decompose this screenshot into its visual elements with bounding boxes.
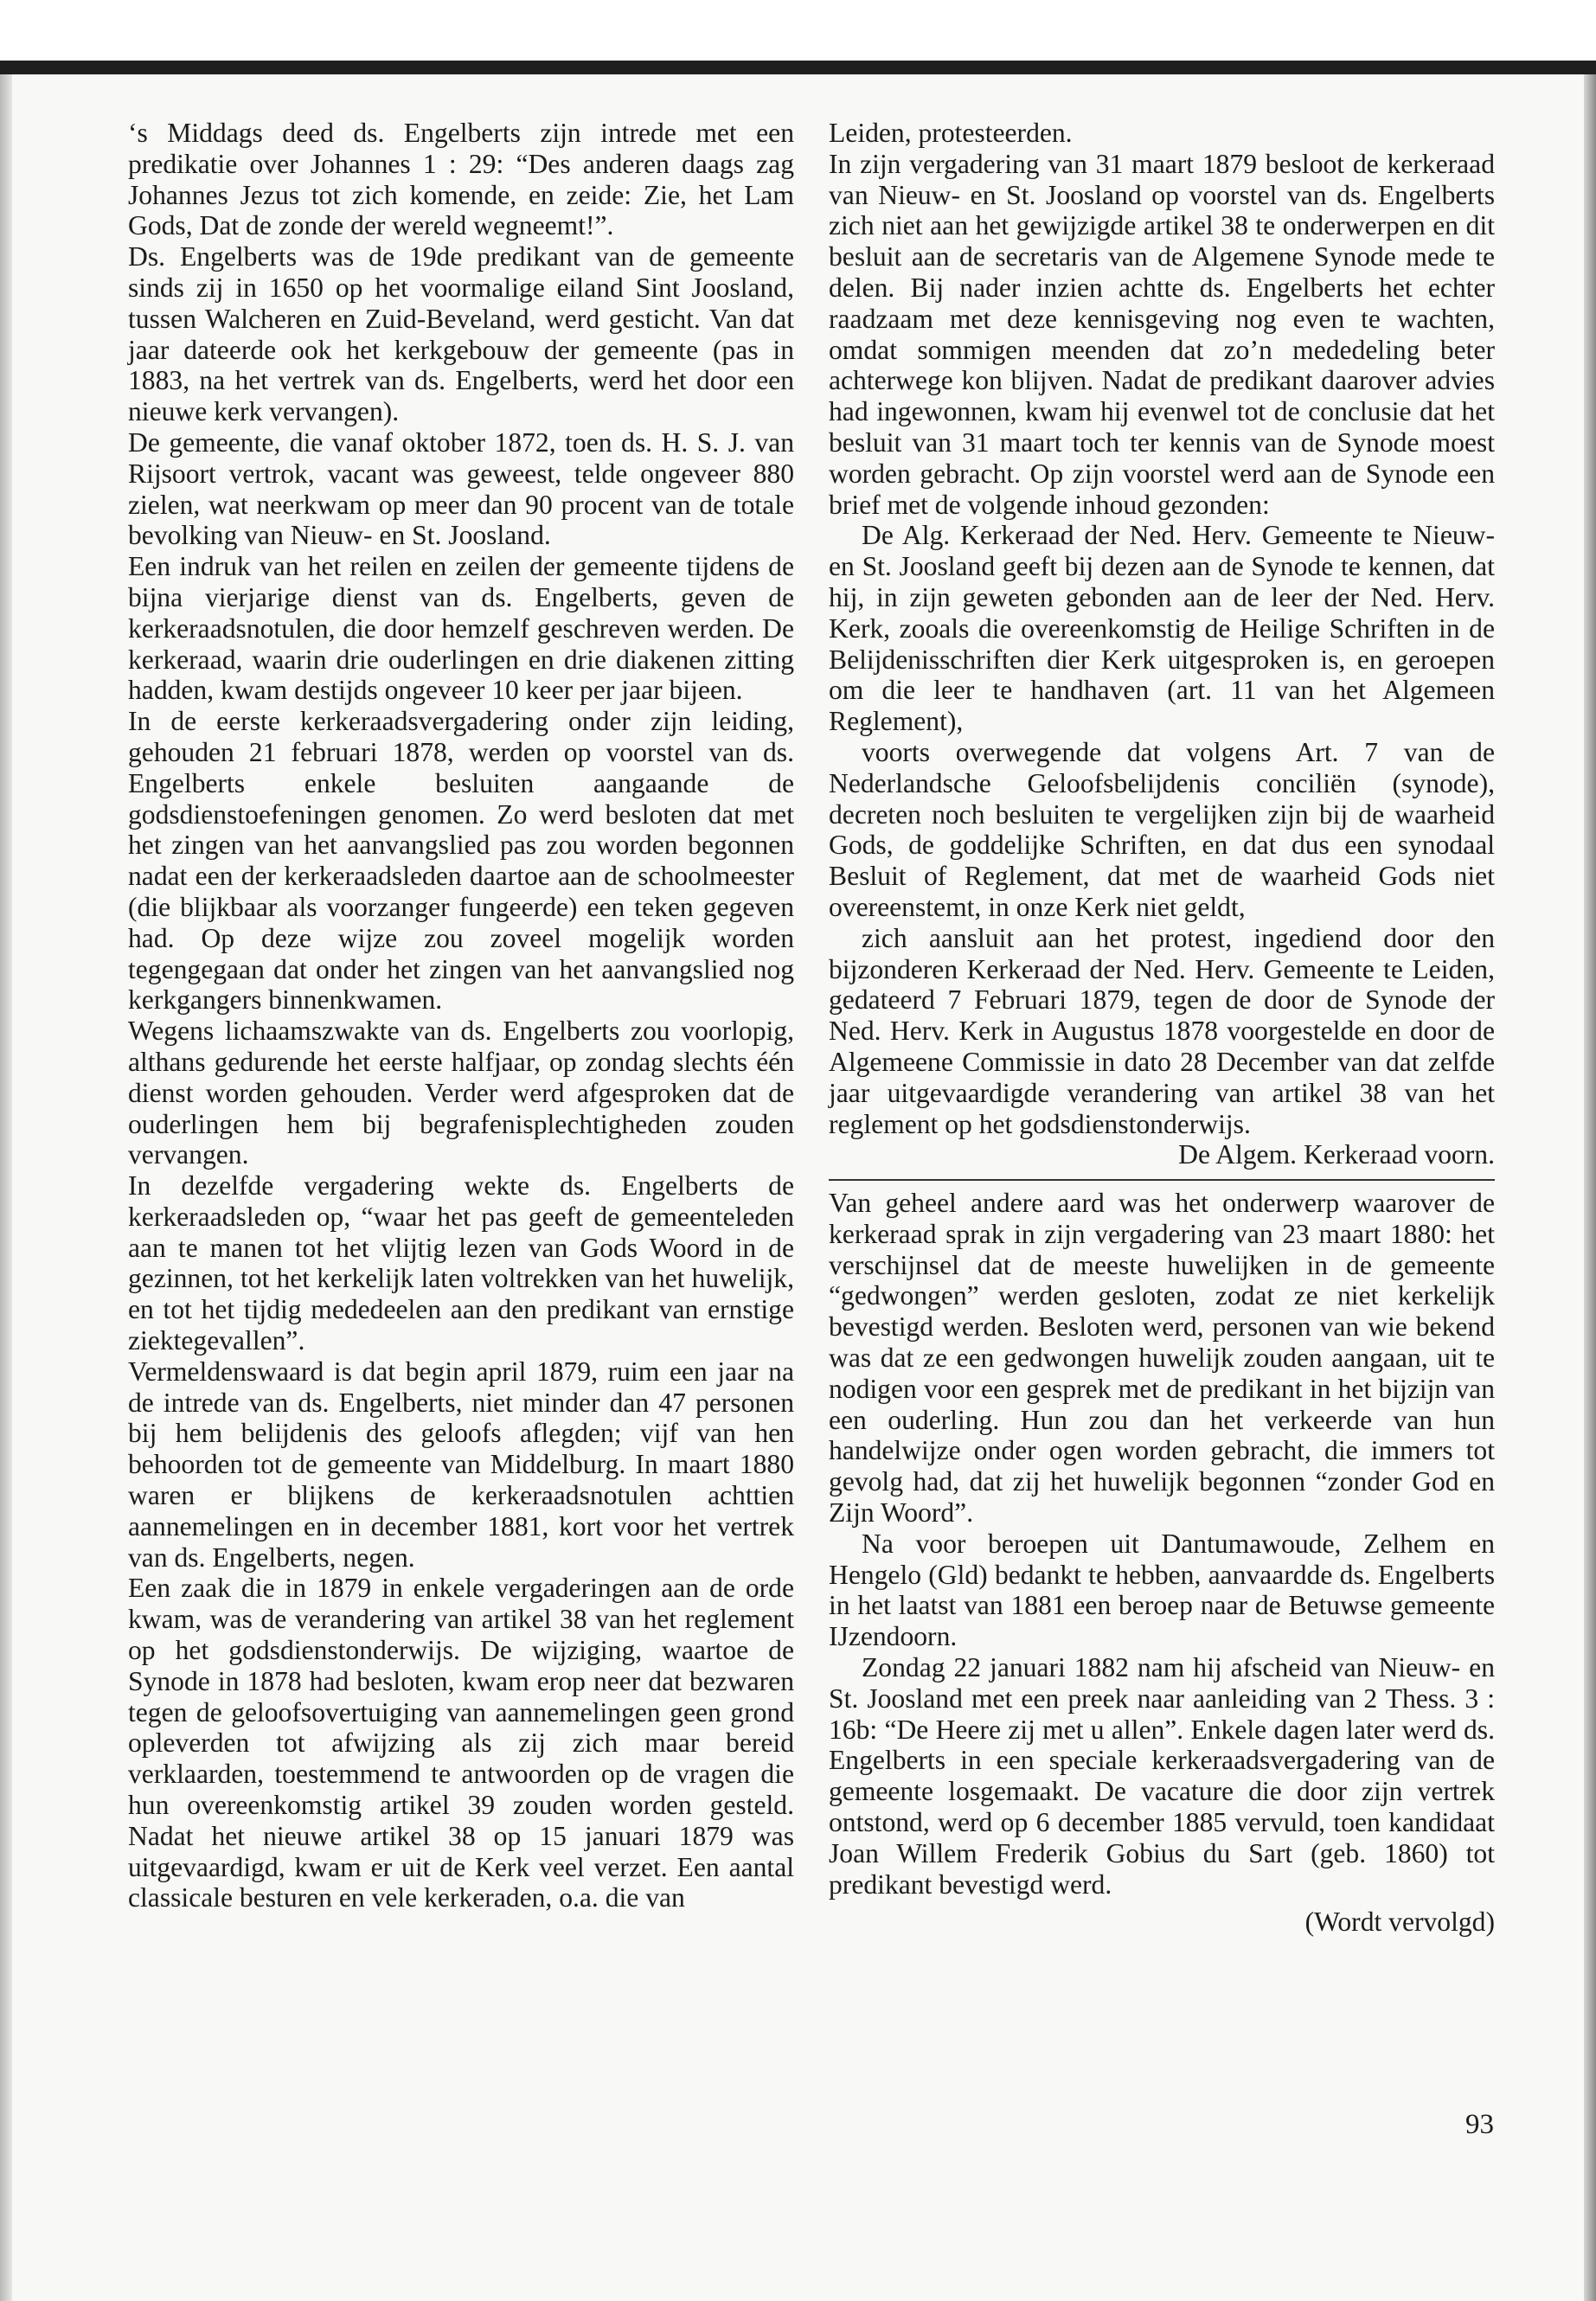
paragraph: In zijn vergadering van 31 maart 1879 besloot de kerkeraad van Nieuw- en St. Joosland op voorstel van ds. Engelberts zich niet aan het gewijzigde artikel 38 te onderwerpen en dit besluit aan de secretaris van de Algemene Synode mede te delen. Bij nader inzien achtte ds. Engelberts het echter raadzaam met deze kennisgeving nog even te wachten, omdat sommigen meenden dat zo’n mededeling beter achterwege kon blijven. Nadat de predikant daarover advies had ingewonnen, kwam hij evenwel tot de conclusie dat het besluit van 31 maart toch ter kennis van de Synode moest worden gebracht. Op zijn voorstel werd aan de Synode een brief met de volgende inhoud gezonden: — [829, 148, 1495, 520]
paragraph: De gemeente, die vanaf oktober 1872, toen ds. H. S. J. van Rijsoort vertrok, vacant was geweest, telde ongeveer 880 zielen, wat neerkwam op meer dan 90 procent van de totale bevolking van Nieuw- en St. Joosland. — [128, 426, 794, 551]
paragraph: Leiden, protesteerden. — [829, 118, 1073, 148]
continued-note: (Wordt vervolgd) — [1304, 1907, 1495, 1938]
paragraph: Een indruk van het reilen en zeilen der gemeente tijdens de bijna vierjarige dienst van ds. Engelberts, geven de kerkeraadsnotulen, die door hemzelf geschreven werden. De kerkeraad, waarin drie ouderlingen en drie diakenen zitting hadden, kwam destijds ongeveer 10 keer per jaar bijeen. — [128, 551, 794, 706]
page-number: 93 — [1465, 2109, 1494, 2140]
paragraph: Vermeldenswaard is dat begin april 1879, ruim een jaar na de intrede van ds. Engelberts, niet minder dan 47 personen bij hem belijdenis des geloofs aflegden; vijf van hen behoorden tot de gemeente van Middelburg. In maart 1880 waren er blijkens de kerkeraadsnotulen achttien aannemelingen en in december 1881, kort voor het vertrek van ds. Engelberts, negen. — [128, 1356, 794, 1573]
letter-paragraph: De Alg. Kerkeraad der Ned. Herv. Gemeente te Nieuw- en St. Joosland geeft bij dezen aan de Synode te kennen, dat hij, in zijn geweten gebonden aan de leer der Ned. Herv. Kerk, zooals die overeenkomstig de Heilige Schriften in de Belijdenisschriften dier Kerk uitgesproken is, en geroepen om die leer te handhaven (art. 11 van het Algemeen Reglement), — [829, 520, 1495, 737]
letter-paragraph: zich aansluit aan het protest, ingediend door den bijzonderen Kerkeraad der Ned. Herv. Gemeente te Leiden, gedateerd 7 Februari 1879, tegen de door de Synode der Ned. Herv. Kerk in Augustus 1878 voorgestelde en door de Algemeene Commissie in dato 28 December van dat zelfde jaar uitgevaardigde verandering van artikel 38 van het reglement op het godsdienstonderwijs. — [829, 922, 1495, 1139]
paragraph: Van geheel andere aard was het onderwerp waarover de kerkeraad sprak in zijn vergadering van 23 maart 1880: het verschijnsel dat de meeste huwelijken in de gemeente “gedwongen” werden gesloten, zodat ze niet kerkelijk bevestigd werden. Besloten werd, personen van wie bekend was dat ze een gedwongen huwelijk zouden aangaan, uit te nodigen voor een gesprek met de predikant in het bijzijn van een ouderling. Hun zou dan het verkeerde van hun handelwijze onder ogen worden gebracht, die immers tot gevolg had, dat zij het huwelijk begonnen “zonder God en Zijn Woord”. — [829, 1188, 1495, 1529]
letter-paragraph: voorts overwegende dat volgens Art. 7 van de Nederlandsche Geloofsbelijdenis conciliën (synode), decreten noch besluiten te vergelijken zijn bij de waarheid Gods, de goddelijke Schriften, en dat dus een synodaal Besluit of Reglement, dat met de waarheid Gods niet overeenstemt, in onze Kerk niet geldt, — [829, 736, 1495, 922]
right-column — [829, 118, 1495, 1938]
paragraph: Na voor beroepen uit Dantumawoude, Zelhem en Hengelo (Gld) bedankt te hebben, aanvaardde ds. Engelberts in het laatst van 1881 een beroep naar de Betuwse gemeente IJzendoorn. — [829, 1528, 1495, 1652]
paragraph: Wegens lichaamszwakte van ds. Engelberts zou voorlopig, althans gedurende het eerste halfjaar, op zondag slechts één dienst worden gehouden. Verder werd afgesproken dat de ouderlingen hem bij begrafenisplechtigheden zouden vervangen. — [128, 1016, 794, 1170]
page-left-edge — [0, 74, 12, 2301]
paragraph: In de eerste kerkeraadsvergadering onder zijn leiding, gehouden 21 februari 1878, werden op voorstel van ds. Engelberts enkele besluiten aangaande de godsdienstoefeningen genomen. Zo werd besloten dat met het zingen van het aanvangslied pas zou worden begonnen nadat een der kerkeraadsleden daartoe aan de schoolmeester (die blijkbaar als voorzanger fungeerde) een teken gegeven had. Op deze wijze zou zoveel mogelijk worden tegengegaan dat onder het zingen van het aanvangslied nog kerkgangers binnenkwamen. — [128, 706, 794, 1016]
left-column — [128, 118, 794, 1913]
paragraph: ‘s Middags deed ds. Engelberts zijn intrede met een predikatie over Johannes 1 : 29: “Des anderen daags zag Johannes Jezus tot zich komende, en zeide: Zie, het Lam Gods, Dat de zonde der wereld wegneemt!”. — [128, 118, 794, 241]
paragraph: In dezelfde vergadering wekte ds. Engelberts de kerkeraadsleden op, “waar het pas geeft de gemeenteleden aan te manen tot het vlijtig lezen van Gods Woord in de gezinnen, tot het kerkelijk laten voltrekken van het huwelijk, en tot het tijdig mededeelen aan den predikant van ernstige ziektegevallen”. — [128, 1170, 794, 1356]
paragraph: Een zaak die in 1879 in enkele vergaderingen aan de orde kwam, was de verandering van artikel 38 van het reglement op het godsdienstonderwijs. De wijziging, waartoe de Synode in 1878 had besloten, kwam erop neer dat bezwaren tegen de geloofsovertuiging van aannemelingen geen grond opleverden tot afwijzing als zij zich maar bereid verklaarden, toestemmend te antwoorden op de vragen die hun overeenkomstig artikel 39 zouden worden gesteld. Nadat het nieuwe artikel 38 op 15 januari 1879 was uitgevaardigd, kwam er uit de Kerk veel verzet. Een aantal classicale besturen en vele kerkeraden, o.a. die van — [128, 1573, 794, 1913]
paragraph: Zondag 22 januari 1882 nam hij afscheid van Nieuw- en St. Joosland met een preek naar aanleiding van 2 Thess. 3 : 16b: “De Heere zij met u allen”. Enkele dagen later werd ds. Engelberts in een speciale kerkeraadsvergadering van de gemeente losgemaakt. De vacature die door zijn vertrek ontstond, werd op 6 december 1885 vervuld, toen kandidaat Joan Willem Frederik Gobius du Sart (geb. 1860) tot predikant bevestigd werd. — [829, 1652, 1495, 1900]
letter-signature: De Algem. Kerkeraad voorn. — [1178, 1139, 1495, 1170]
section-divider — [829, 1179, 1495, 1181]
paragraph: Ds. Engelberts was de 19de predikant van de gemeente sinds zij in 1650 op het voormalige eiland Sint Joosland, tussen Walcheren en Zuid-Beveland, werd gesticht. Van dat jaar dateerde ook het kerkgebouw der gemeente (pas in 1883, na het vertrek van ds. Engelberts, werd het door een nieuwe kerk vervangen). — [128, 241, 794, 427]
page-right-edge — [1584, 74, 1596, 2301]
